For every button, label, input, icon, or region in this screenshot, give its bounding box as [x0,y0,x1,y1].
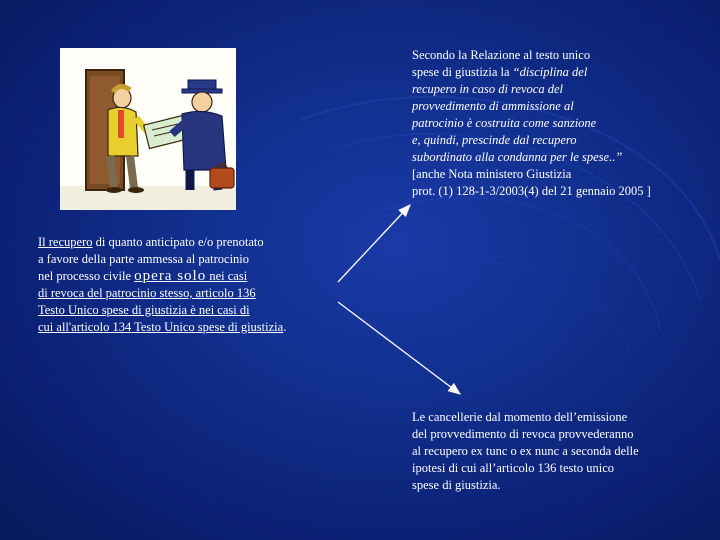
quote-line-6: e, quindi, prescinde dal recupero [412,133,577,147]
mid-line-4: di revoca del patrocinio stesso, articolo 136 [38,286,256,300]
quote-line-1: Secondo la Relazione al testo unico [412,48,591,62]
quote-line-4: provvedimento di ammissione al [412,99,574,113]
bottom-line-5: spese di giustizia. [412,478,501,492]
cancellerie-paragraph [412,409,702,494]
quote-line-5: patrocinio è costruita come sanzione [412,116,597,130]
mid-line-2: a favore della parte ammessa al patrocinio [38,252,250,266]
quote-line-2: spese di giustizia la “disciplina del [412,65,588,79]
cartoon-illustration [60,48,236,210]
recupero-paragraph [38,234,368,336]
mid-line-5: Testo Unico spese di giustizia è nei casi di [38,303,250,317]
quote-line-9: prot. (1) 128-1-3/2003(4) del 21 gennaio 2005 ] [412,184,651,198]
quote-line-8: [anche Nota ministero Giustizia [412,167,572,181]
bottom-line-3: al recupero ex tunc o ex nunc a seconda delle [412,444,639,458]
mid-line-3: nel processo civile opera solo nei casi [38,268,248,284]
quote-line-7: subordinato alla condanna per le spese..” [412,150,623,164]
mid-line-1: Il recupero di quanto anticipato e/o prenotato [38,235,264,249]
relazione-quote [412,47,702,200]
mid-line-6: cui all'articolo 134 Testo Unico spese di giustizia. [38,320,287,334]
quote-line-3: recupero in caso di revoca del [412,82,563,96]
bottom-line-1: Le cancellerie dal momento dell’emissione [412,410,628,424]
bottom-line-4: ipotesi di cui all’articolo 136 testo unico [412,461,615,475]
bottom-line-2: del provvedimento di revoca provvederanno [412,427,634,441]
